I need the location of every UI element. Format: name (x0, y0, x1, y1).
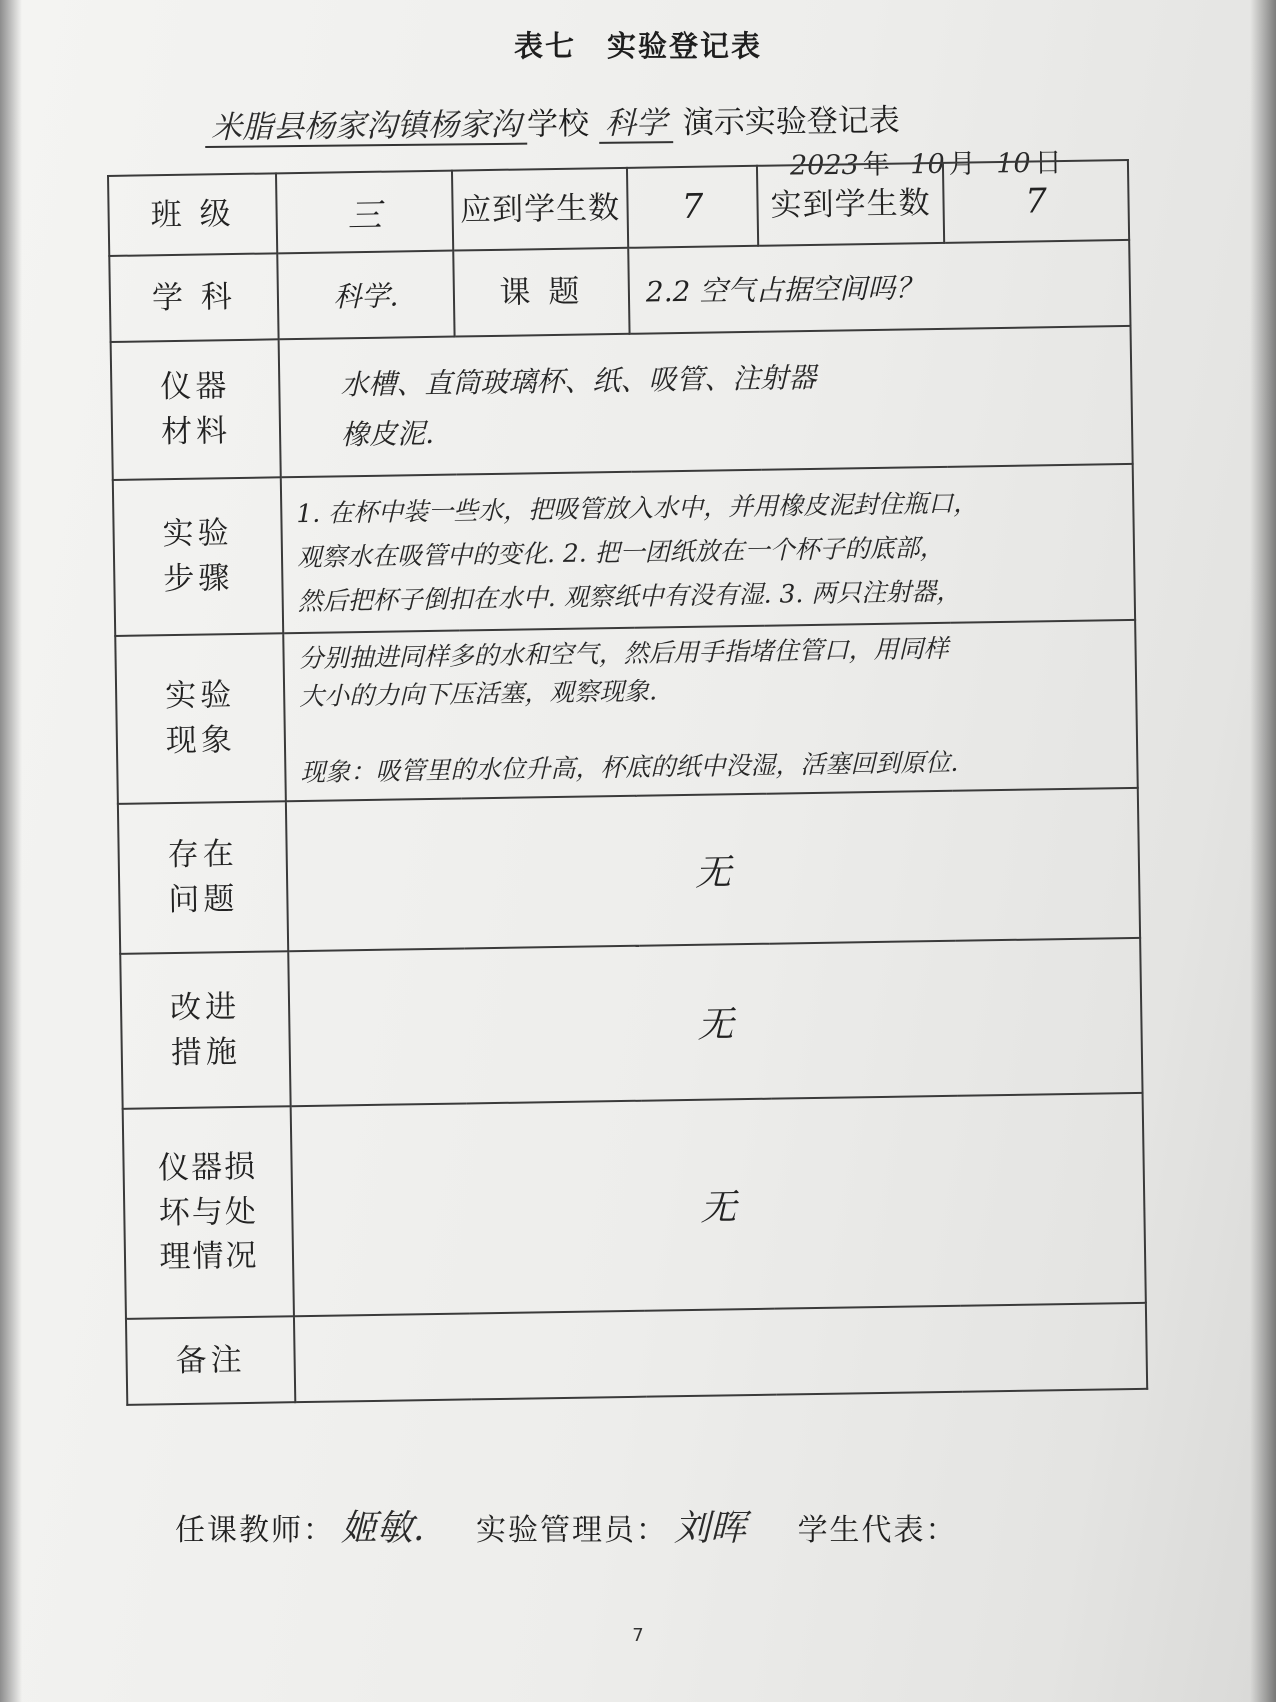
problems-label: 存在 问题 (118, 801, 288, 954)
table-row-subject (109, 240, 1130, 342)
expected-students-value: 7 (627, 166, 758, 248)
damage-value: 无 (291, 1093, 1146, 1316)
date-month: 10 (910, 148, 945, 181)
table-row-problems (118, 788, 1140, 954)
table-row-remarks (126, 1303, 1147, 1405)
table-row-improvements (120, 938, 1142, 1109)
subject-value: 科学. (277, 251, 454, 340)
document-title: 表七 实验登记表 (513, 29, 762, 63)
phenomenon-cell (283, 620, 1138, 801)
remarks-value (294, 1303, 1147, 1402)
school-suffix: 学校 (526, 105, 590, 143)
teacher-label: 任课教师： (175, 1513, 335, 1548)
class-label: 班 级 (108, 173, 277, 256)
actual-students-label: 实到学生数 (757, 163, 944, 246)
subject-handwritten: 科学 (599, 105, 673, 144)
improvements-value: 无 (288, 938, 1142, 1106)
manager-signature: 刘晖 (674, 1508, 747, 1549)
table-row-steps (113, 464, 1135, 636)
class-value: 三 (276, 171, 453, 254)
page-shadow-right (1250, 0, 1276, 1702)
table-row-equipment (111, 326, 1133, 480)
phenomenon-label: 实验 现象 (115, 633, 286, 804)
improvements-label: 改进 措施 (120, 951, 290, 1109)
damage-label: 仪器损 坏与处 理情况 (123, 1106, 294, 1319)
registration-table (107, 159, 1148, 1406)
teacher-signature: 姬敏. (341, 1508, 425, 1549)
date-year: 2023 (789, 149, 859, 182)
table-row-damage (123, 1093, 1146, 1319)
date-day-label: 日 (1034, 147, 1062, 179)
steps-cell (281, 464, 1135, 633)
date-year-label: 年 (862, 149, 890, 181)
date-day: 10 (996, 147, 1031, 180)
school-name-handwritten: 米脂县杨家沟镇杨家沟 (205, 107, 527, 148)
equipment-cell (279, 326, 1133, 477)
signature-row (175, 1500, 958, 1551)
topic-label: 课 题 (453, 248, 629, 337)
expected-students-label: 应到学生数 (452, 168, 628, 251)
manager-label: 实验管理员： (476, 1513, 668, 1548)
form-subtitle (205, 95, 900, 147)
phenomenon-value: 分别抽进同样多的水和空气，然后用手指堵住管口，用同样 大小的力向下压活塞，观察现象. 现象：吸管里的水位升高，杯底的纸中没湿，活塞回到原位. (298, 633, 959, 788)
steps-label: 实验 步骤 (113, 477, 283, 636)
form-name: 演示实验登记表 (682, 102, 900, 141)
steps-value: 1. 在杯中装一些水，把吸管放入水中，并用橡皮泥封住瓶口， 观察水在吸管中的变化. 2. 把一团纸放在一个杯子的底部， 然后把杯子倒扣在水中. 观察纸中有没有湿. 3. 两只注射器， (296, 488, 979, 617)
registration-form (107, 159, 1147, 1475)
topic-value: 2.2 空气占据空间吗？ (628, 240, 1130, 334)
problems-value: 无 (286, 788, 1140, 951)
table-row-phenomenon (115, 620, 1138, 804)
page-number: 7 (632, 1625, 644, 1646)
subject-label: 学 科 (109, 253, 278, 342)
equipment-value: 水槽、直筒玻璃杯、纸、吸管、注射器 橡皮泥. (340, 360, 817, 452)
remarks-label: 备注 (126, 1316, 295, 1405)
date-month-label: 月 (948, 148, 976, 180)
equipment-label: 仪器 材料 (111, 339, 281, 480)
page-shadow-left (0, 0, 22, 1702)
actual-students-value: 7 (943, 160, 1129, 243)
student-rep-label: 学生代表： (797, 1513, 958, 1548)
